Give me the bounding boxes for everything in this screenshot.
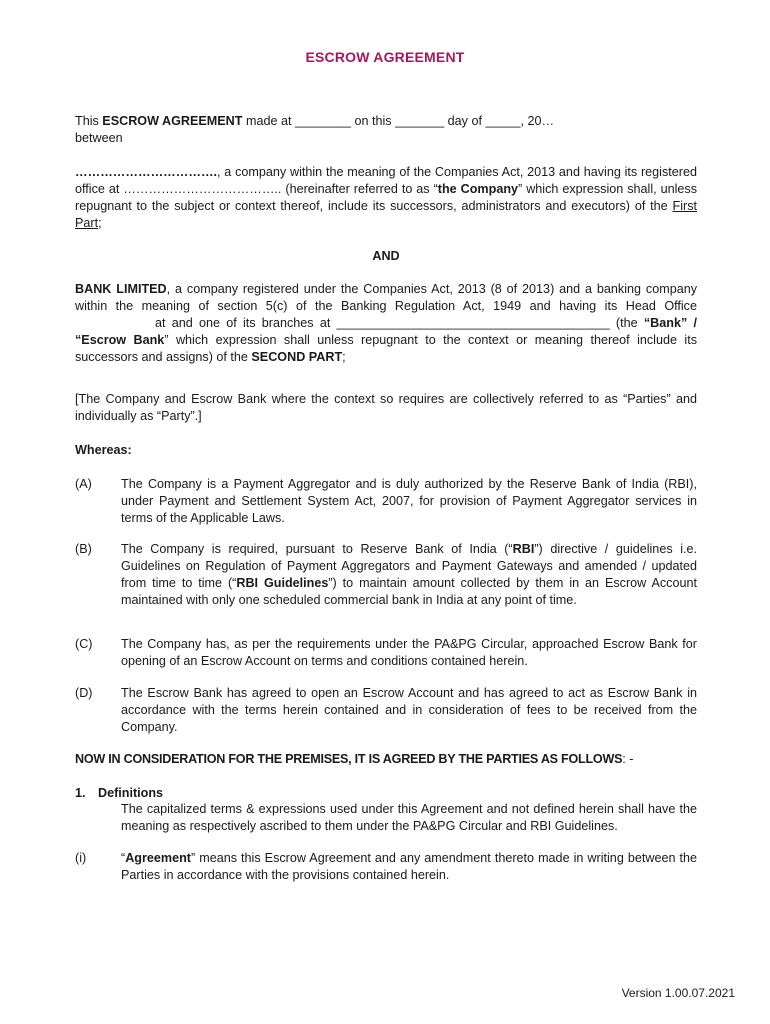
consideration-clause: NOW IN CONSIDERATION FOR THE PREMISES, IT IS AGREED BY THE PARTIES AS FOLLOWS: -	[75, 752, 634, 766]
second-part-label: SECOND PART	[251, 350, 343, 364]
bank-name: BANK LIMITED	[75, 282, 167, 296]
company-text-2: ” which expression shall, unless repugnant to the subject or context thereof, include its successors, administrators and executors) of the	[75, 182, 697, 213]
company-text-1: , a company within the meaning of the Companies Act, 2013 and having its registered office at ……………………………….. (hereinafter referred to as “	[75, 165, 697, 196]
document-title: ESCROW AGREEMENT	[305, 49, 465, 65]
company-paragraph	[75, 164, 697, 232]
intro-rest: made at ________ on this _______ day of _____, 20…	[242, 114, 555, 128]
bank-text-2: at and one of its branches at _______________________________________ (the	[155, 316, 638, 330]
company-defined-term: the Company	[437, 182, 519, 196]
definitions-number: 1.	[75, 786, 86, 800]
recital-a-label: (A)	[75, 477, 92, 491]
definition-i-label: (i)	[75, 851, 87, 865]
and-label: AND	[372, 249, 400, 263]
bank-text-4: ;	[342, 350, 346, 364]
whereas-heading	[75, 442, 697, 459]
definitions-intro: The capitalized terms & expressions used under this Agreement and not defined herein shall have the meaning as respectively ascribed to them under the PA&PG Circular and RBI Guidelines.	[121, 802, 697, 833]
definitions-heading: Definitions	[98, 786, 164, 800]
company-name-blank: …………………………….	[75, 165, 218, 179]
company-text-3: ;	[98, 216, 102, 230]
recital-d-text: The Escrow Bank has agreed to open an Escrow Account and has agreed to act as Escrow Bank in accordance with the terms herein contained and in consideration of fees to be received from the Company.	[121, 686, 697, 734]
bank-text-1: , a company registered under the Companies Act, 2013 (8 of 2013) and a banking company within the meaning of section 5(c) of the Banking Regulation Act, 1949 and having its Head Office	[75, 282, 698, 313]
bank-paragraph	[75, 281, 697, 366]
agreement-term: Agreement	[125, 851, 191, 865]
recital-d-label: (D)	[75, 686, 93, 700]
whereas-label: Whereas:	[75, 443, 132, 457]
version-footer: Version 1.00.07.2021	[621, 986, 735, 1000]
recital-a-text: The Company is a Payment Aggregator and is duly authorized by the Reserve Bank of India (RBI), under Payment and Settlement System Act, 2007, for provision of Payment Aggregator services in terms of the Applicable Laws.	[121, 477, 697, 525]
definition-i-text: “Agreement” means this Escrow Agreement and any amendment thereto made in writing between the Parties in accordance with the provisions contained herein.	[121, 851, 697, 882]
bank-defined-term: “Bank” / “Escrow Bank	[75, 316, 697, 347]
rbi-guidelines-term: RBI Guidelines	[236, 576, 329, 590]
intro-prefix: This	[75, 114, 103, 128]
recital-c-text: The Company has, as per the requirements under the PA&PG Circular, approached Escrow Bank for opening of an Escrow Account on terms and conditions contained herein.	[121, 637, 697, 668]
bank-text-3: ” which expression shall unless repugnant to the context or meaning thereof include its successors and assigns) of the	[75, 333, 698, 364]
intro-paragraph	[75, 113, 697, 147]
first-part-label: First Part	[75, 199, 697, 230]
recital-c-label: (C)	[75, 637, 93, 651]
and-separator	[75, 248, 697, 265]
recital-b-text: The Company is required, pursuant to Reserve Bank of India (“RBI”) directive / guidelines i.e. Guidelines on Regulation of Payment Aggregators and Payment Gateways and amended / updated from time to time (“RBI Guidelines”) to maintain amount collected by them in an Escrow Account maintained with only one scheduled commercial bank in India at any point of time.	[121, 542, 698, 607]
rbi-term: RBI	[512, 542, 535, 556]
intro-agreement-name: ESCROW AGREEMENT	[102, 114, 243, 128]
parties-paragraph: [The Company and Escrow Bank where the context so requires are collectively referred to as “Parties” and individually as “Party”.]	[75, 392, 697, 423]
intro-between: between	[75, 131, 123, 145]
consideration-heading: NOW IN CONSIDERATION FOR THE PREMISES, IT IS AGREED BY THE PARTIES AS FOLLOWS	[75, 752, 623, 766]
recital-b-label: (B)	[75, 542, 92, 556]
